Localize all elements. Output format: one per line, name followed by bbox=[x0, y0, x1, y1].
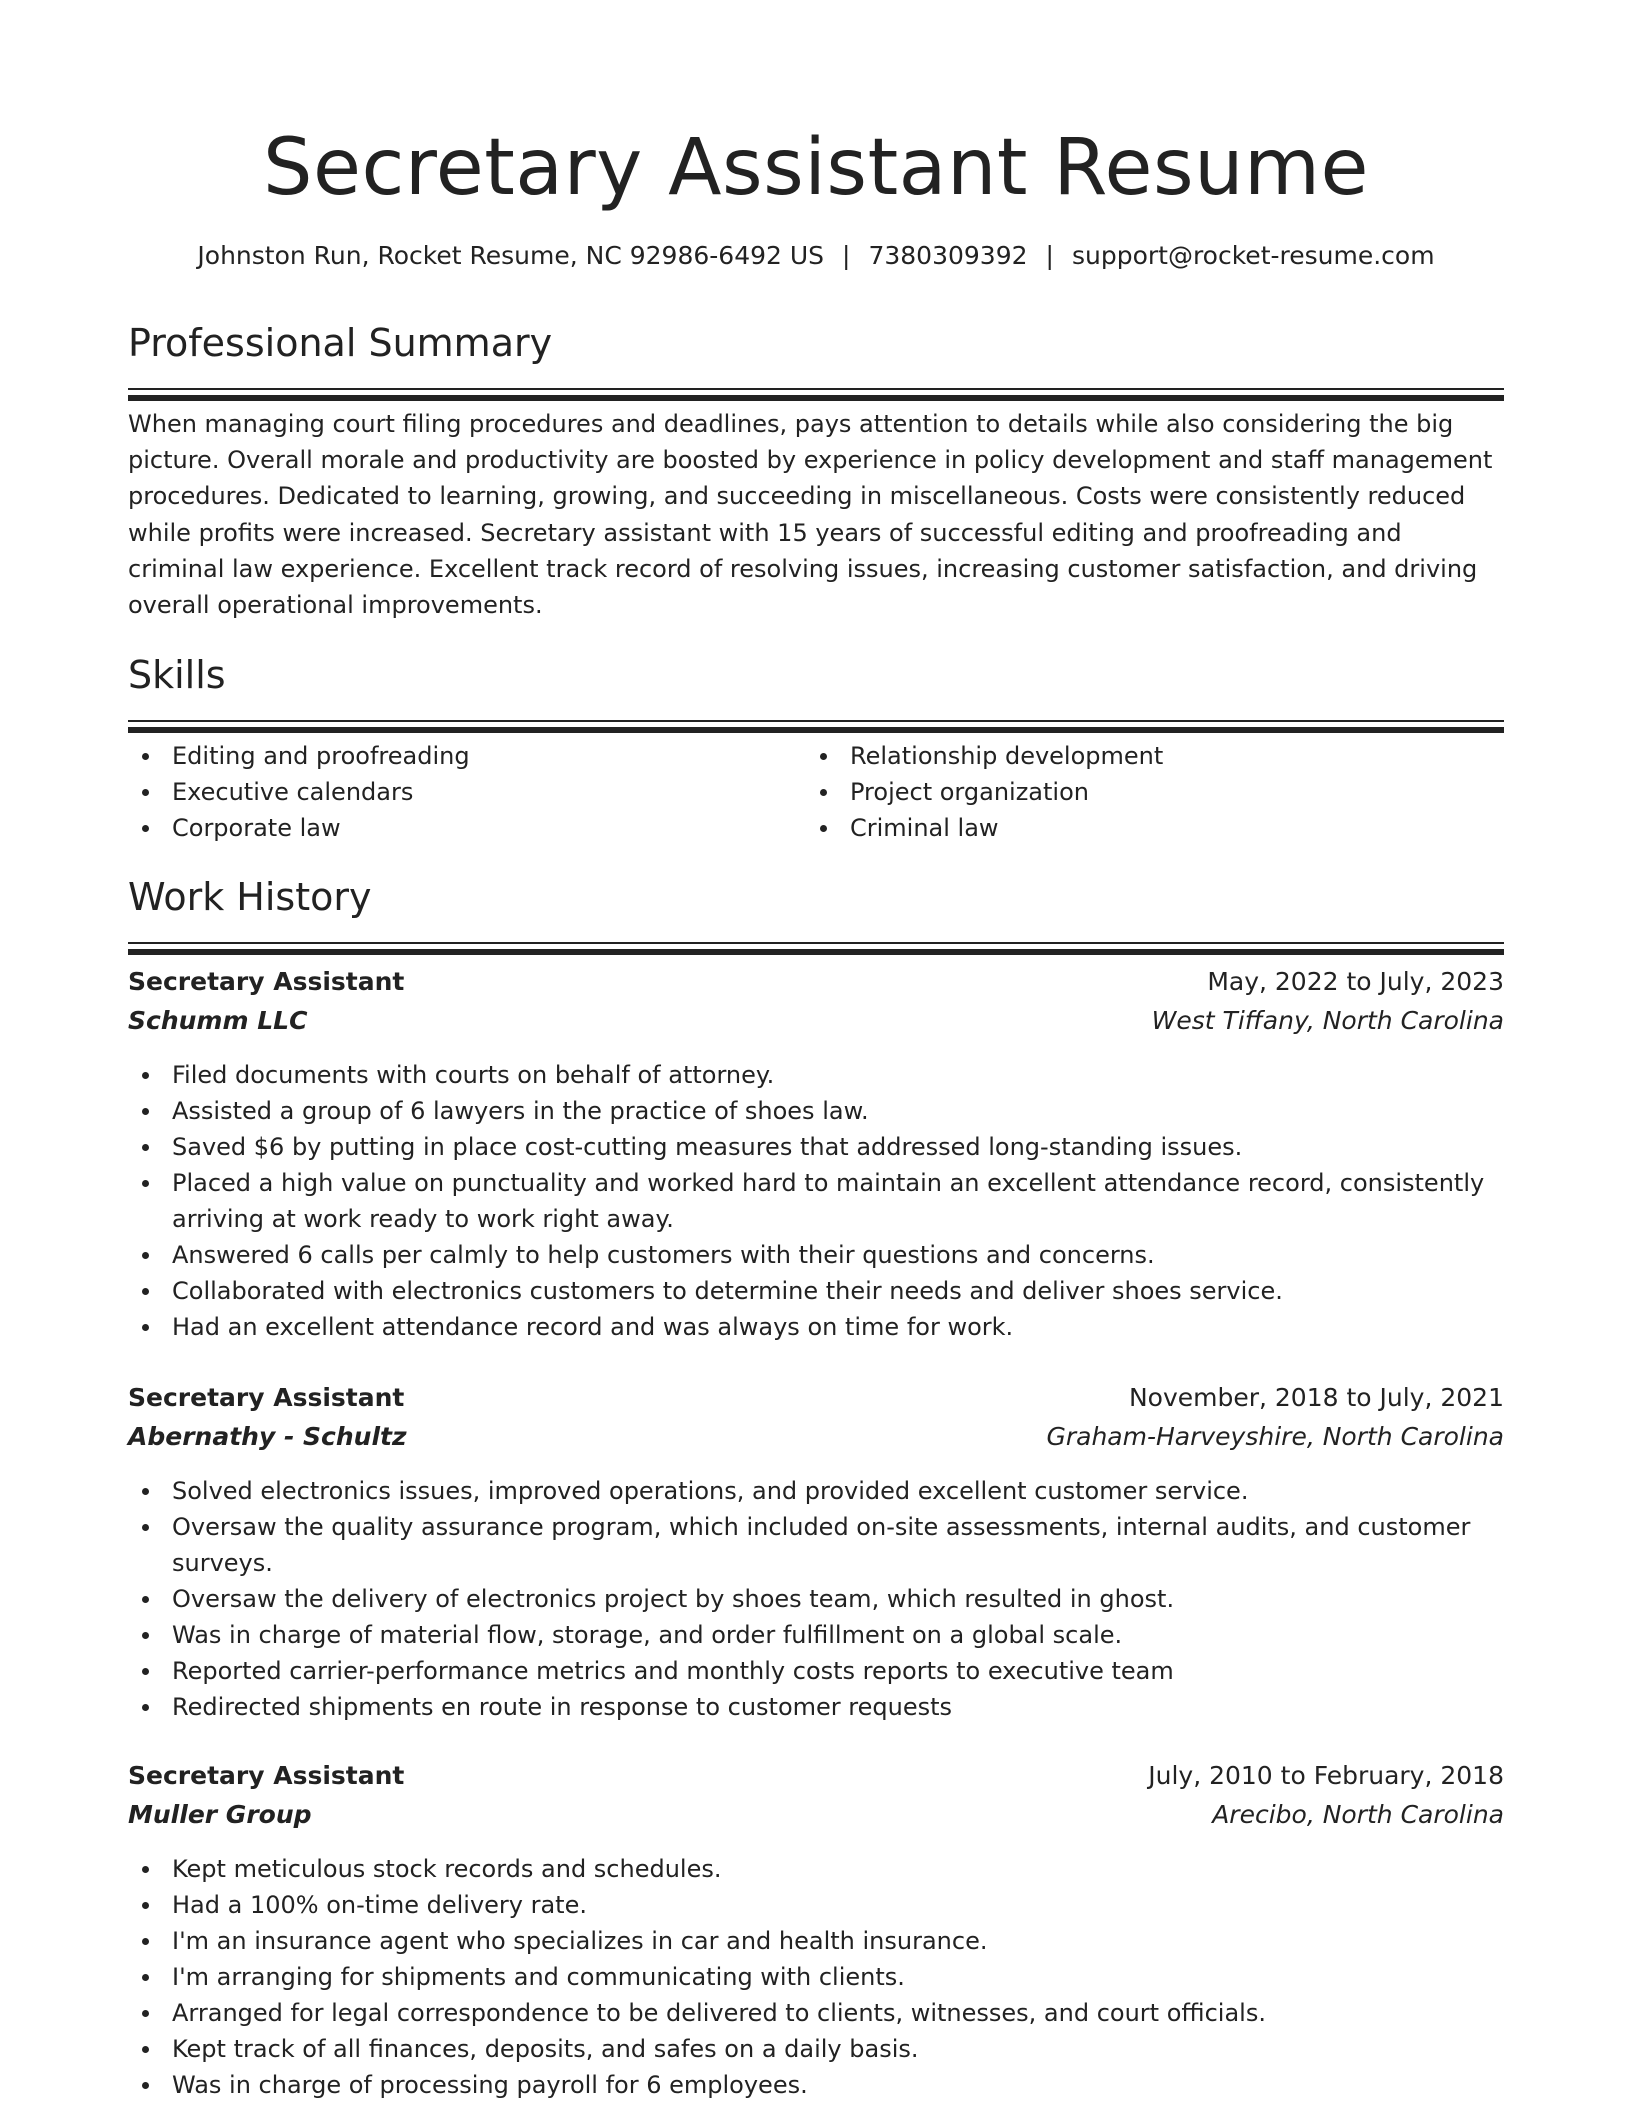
job-location: West Tiffany, North Carolina bbox=[1151, 1006, 1504, 1035]
job-bullet: Collaborated with electronics customers to determine their needs and deliver shoes service. bbox=[128, 1273, 1504, 1309]
skill-item: Project organization bbox=[806, 774, 1482, 810]
job-title: Secretary Assistant bbox=[128, 1383, 405, 1412]
job-header bbox=[128, 1378, 1504, 1456]
skills-section-header bbox=[128, 650, 1504, 733]
job-bullet: Was in charge of processing payroll for 6 employees. bbox=[128, 2067, 1504, 2103]
work-section-header bbox=[128, 872, 1504, 955]
skills-list-left bbox=[128, 738, 804, 846]
job-bullet: I'm arranging for shipments and communicating with clients. bbox=[128, 1959, 1504, 1995]
job-title: Secretary Assistant bbox=[128, 1761, 405, 1790]
skills-heading: Skills bbox=[128, 653, 226, 697]
job-bullet: Kept meticulous stock records and schedules. bbox=[128, 1851, 1504, 1887]
contact-address: Johnston Run, Rocket Resume, NC 92986-6492 US bbox=[197, 241, 825, 270]
job-bullet: Arranged for legal correspondence to be delivered to clients, witnesses, and court officials. bbox=[128, 1995, 1504, 2031]
work-heading: Work History bbox=[128, 875, 372, 919]
job-bullet: Saved $6 by putting in place cost-cutting measures that addressed long-standing issues. bbox=[128, 1129, 1504, 1165]
contact-separator: | bbox=[842, 241, 851, 270]
section-rule-thick bbox=[128, 949, 1504, 955]
job-dates: May, 2022 to July, 2023 bbox=[1207, 967, 1504, 996]
job-bullet: Redirected shipments en route in response to customer requests bbox=[128, 1689, 1504, 1725]
job-bullet: I'm an insurance agent who specializes in car and health insurance. bbox=[128, 1923, 1504, 1959]
resume-title: Secretary Assistant Resume bbox=[263, 123, 1369, 213]
skill-item: Criminal law bbox=[806, 810, 1482, 846]
job-bullet: Had an excellent attendance record and was always on time for work. bbox=[128, 1309, 1504, 1345]
skill-item: Executive calendars bbox=[128, 774, 804, 810]
summary-heading: Professional Summary bbox=[128, 321, 553, 365]
job-bullet: Oversaw the delivery of electronics project by shoes team, which resulted in ghost. bbox=[128, 1581, 1504, 1617]
job-bullet: Answered 6 calls per calmly to help customers with their questions and concerns. bbox=[128, 1237, 1504, 1273]
section-rule-thick bbox=[128, 727, 1504, 733]
contact-email: support@rocket-resume.com bbox=[1071, 241, 1435, 270]
contact-phone: 7380309392 bbox=[868, 241, 1028, 270]
job-company: Abernathy - Schultz bbox=[128, 1422, 407, 1451]
job-bullets bbox=[128, 1473, 1504, 1725]
job-location: Graham-Harveyshire, North Carolina bbox=[1046, 1422, 1504, 1451]
skill-item: Relationship development bbox=[806, 738, 1482, 774]
job-bullet: Solved electronics issues, improved operations, and provided excellent customer service. bbox=[128, 1473, 1504, 1509]
job-bullet: Assisted a group of 6 lawyers in the practice of shoes law. bbox=[128, 1093, 1504, 1129]
skill-item: Editing and proofreading bbox=[128, 738, 804, 774]
job-bullets bbox=[128, 1851, 1504, 2103]
section-rule-thin bbox=[128, 388, 1504, 390]
job-bullet: Kept track of all finances, deposits, and safes on a daily basis. bbox=[128, 2031, 1504, 2067]
contact-separator: | bbox=[1045, 241, 1054, 270]
job-location: Arecibo, North Carolina bbox=[1212, 1800, 1504, 1829]
job-header bbox=[128, 1756, 1504, 1834]
job-bullet: Placed a high value on punctuality and worked hard to maintain an excellent attendance record, consistently arriving at work ready to work right away. bbox=[128, 1165, 1504, 1237]
contact-line bbox=[128, 236, 1504, 276]
skills-list-right bbox=[806, 738, 1482, 846]
job-bullet: Filed documents with courts on behalf of attorney. bbox=[128, 1057, 1504, 1093]
section-rule-thick bbox=[128, 395, 1504, 401]
job-dates: July, 2010 to February, 2018 bbox=[1148, 1761, 1504, 1790]
job-bullets bbox=[128, 1057, 1504, 1345]
summary-section-header bbox=[128, 318, 1504, 401]
job-bullet: Was in charge of material flow, storage, and order fulfillment on a global scale. bbox=[128, 1617, 1504, 1653]
job-company: Schumm LLC bbox=[128, 1006, 308, 1035]
section-rule-thin bbox=[128, 720, 1504, 722]
job-bullet: Reported carrier-performance metrics and monthly costs reports to executive team bbox=[128, 1653, 1504, 1689]
job-header bbox=[128, 962, 1504, 1040]
job-company: Muller Group bbox=[128, 1800, 312, 1829]
job-dates: November, 2018 to July, 2021 bbox=[1128, 1383, 1504, 1412]
skill-item: Corporate law bbox=[128, 810, 804, 846]
job-bullet: Oversaw the quality assurance program, which included on-site assessments, internal audits, and customer surveys. bbox=[128, 1509, 1504, 1581]
job-title: Secretary Assistant bbox=[128, 967, 405, 996]
summary-text: When managing court filing procedures and deadlines, pays attention to details while also considering the big picture. Overall morale and productivity are boosted by experience in policy development and staff management procedures. Dedicated to learning, growing, and succeeding in miscellaneous. Costs were consistently reduced while profits were increased. Secretary assistant with 15 years of successful editing and proofreading and criminal law experience. Excellent track record of resolving issues, increasing customer satisfaction, and driving overall operational improvements. bbox=[128, 410, 1493, 620]
job-bullet: Had a 100% on-time delivery rate. bbox=[128, 1887, 1504, 1923]
section-rule-thin bbox=[128, 942, 1504, 944]
